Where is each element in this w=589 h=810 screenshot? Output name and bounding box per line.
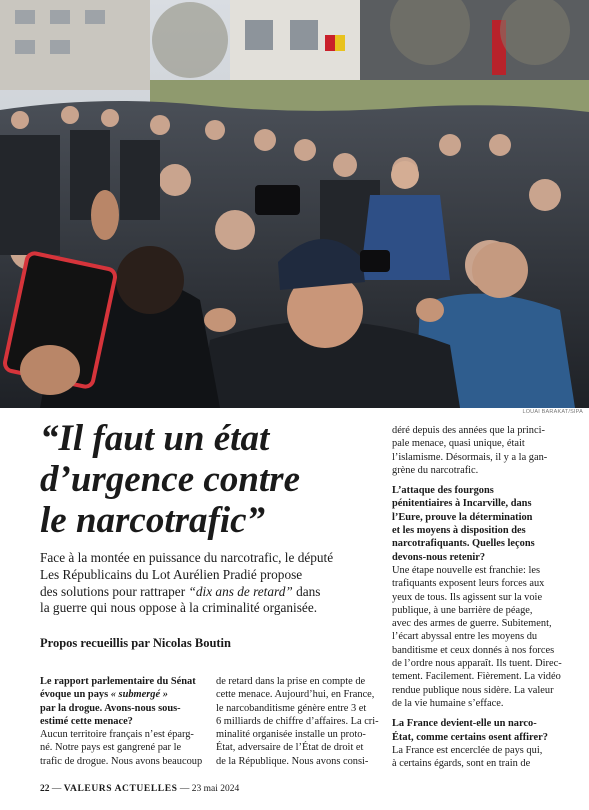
magazine-name: VALEURS ACTUELLES	[63, 784, 178, 794]
paragraph-gap	[392, 477, 554, 484]
body-line: déré depuis des années que la princi-	[392, 425, 545, 436]
body-line: de retard dans la prise en compte de	[216, 676, 366, 687]
body-line: l’islamisme. Désormais, il y a la gan-	[392, 451, 548, 463]
body-line: 6 milliards de chiffre d’affaires. La cri-	[216, 715, 379, 727]
answer-line: trafic de drogue. Nous avons beaucoup	[40, 755, 203, 767]
question-line: et les moyens à disposition des	[392, 525, 526, 537]
paragraph-gap	[392, 710, 554, 717]
body-line: rendue publique nous sidère. La valeur	[392, 684, 554, 696]
text-column-2	[216, 675, 379, 768]
body-line: à certains égards, sont en train de	[392, 758, 531, 770]
body-line: de la République. Nous avons consi-	[216, 755, 369, 767]
body-line: grène du narcotrafic.	[392, 464, 479, 476]
body-line: l’écart abyssal entre les moyens du	[392, 631, 538, 643]
body-line: banditisme et ceux donnés à nos forces	[392, 644, 555, 656]
page-footer	[40, 784, 239, 794]
lede-quote: “dix ans de retard”	[188, 583, 293, 599]
question-line	[40, 688, 200, 701]
question-line: narcotrafiquants. Quelles leçons	[392, 538, 535, 550]
body-line: de la vie humaine s’efface.	[392, 697, 504, 709]
lede-line: Les Républicains du Lot Aurélien Pradié propose	[40, 566, 303, 582]
lede-line	[40, 584, 372, 601]
text-column-1	[40, 675, 203, 768]
body-line: Une étape nouvelle est franchie: les	[392, 564, 541, 576]
body-line: trafiquants exposent leurs forces aux	[392, 578, 545, 590]
body-line: le narcobanditisme génère entre 3 et	[216, 702, 367, 714]
body-line: cette menace. Aujourd’hui, en France,	[216, 689, 375, 701]
question-line: l’Eure, prouve la détermination	[392, 511, 533, 523]
body-line: avec des armes de guerre. Subitement,	[392, 618, 552, 630]
issue-date: 23 mai 2024	[191, 784, 240, 794]
body-line: tement. Facilement. Fièrement. La vidéo	[392, 671, 561, 683]
question-line: devons-nous retenir?	[392, 551, 486, 563]
lede-text: des solutions pour rattraper	[40, 583, 189, 599]
body-line: publique, à une barrière de péage,	[392, 604, 533, 616]
page-number: 22	[40, 784, 50, 794]
footer-dash: —	[179, 784, 190, 794]
photo-credit: LOUAI BARAKAT/SIPA	[522, 409, 583, 415]
footer-dash: —	[51, 784, 62, 794]
question-line: pénitentiaires à Incarville, dans	[392, 498, 532, 510]
body-line: minalité organisée installe un proto-	[216, 729, 366, 741]
question-line: L’attaque des fourgons	[392, 485, 494, 497]
question-line: Le rapport parlementaire du Sénat	[40, 676, 196, 687]
question-line: La France devient-elle un narco-	[392, 718, 537, 730]
answer-line: né. Notre pays est gangrené par le	[40, 742, 182, 754]
body-line: de l’ordre nous apparaît. Ils tuent. Direc-	[392, 658, 562, 670]
question-line: estimé cette menace?	[40, 715, 133, 727]
question-line: État, comme certains osent affirer?	[392, 731, 548, 743]
headline-line: “Il faut un état	[40, 418, 270, 459]
byline: Propos recueillis par Nicolas Boutin	[40, 636, 231, 650]
headline-line: le narcotrafic”	[40, 500, 266, 541]
question-line: par la drogue. Avons-nous sous-	[40, 702, 181, 714]
lede-text: dans	[292, 583, 321, 599]
text-column-3	[392, 424, 562, 770]
body-line: pale menace, quasi unique, était	[392, 438, 525, 450]
question-quote: « submergé »	[110, 689, 168, 701]
article-headline	[40, 418, 380, 541]
article-lede	[40, 550, 372, 617]
body-line: La France est encerclée de pays qui,	[392, 744, 543, 756]
answer-line: Aucun territoire français n’est éparg-	[40, 729, 194, 741]
body-line: yeux de tous. Ils agissent sur la voie	[392, 591, 543, 603]
lede-line: Face à la montée en puissance du narcotrafic, le député	[40, 550, 334, 565]
question-text: évoque un pays	[40, 689, 111, 701]
body-line: État, adversaire de l’État de droit et	[216, 742, 364, 754]
headline-line: d’urgence contre	[40, 459, 300, 500]
lede-line: la guerre qui nous oppose à la criminalité organisée.	[40, 600, 318, 616]
